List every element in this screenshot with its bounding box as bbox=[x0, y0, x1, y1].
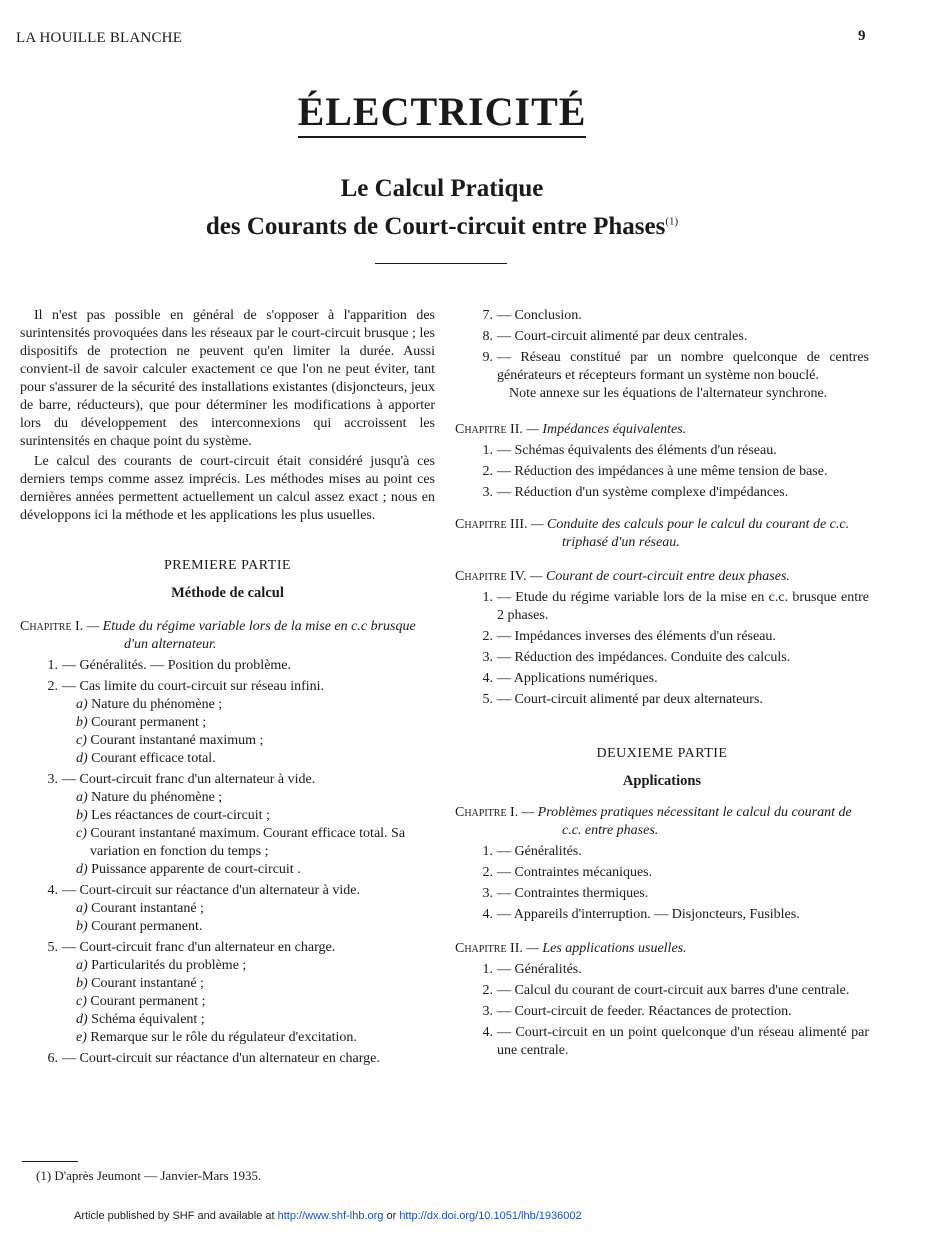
item-number: 2. bbox=[47, 679, 58, 694]
item-text: — Court-circuit sur réactance d'un alternateur à vide. bbox=[62, 883, 360, 898]
list-item bbox=[455, 463, 869, 481]
list-item bbox=[20, 678, 435, 696]
chapter-label: Chapitre II. bbox=[455, 941, 523, 956]
list-item bbox=[455, 843, 869, 861]
item-text: — Etude du régime variable lors de la mise en c.c. brusque entre 2 phases. bbox=[497, 590, 869, 623]
intro-paragraph-2: Le calcul des courants de court-circuit était considéré jusqu'à ces derniers temps comme assez imprécis. Les méthodes mises au point ces dernières années permettent actuellement un calcul assez exact ; nous en développons ici la méthode et les applications les plus usuelles. bbox=[20, 454, 435, 523]
item-text: — Contraintes thermiques. bbox=[497, 886, 649, 901]
list-item bbox=[455, 906, 869, 924]
item-number: 9. bbox=[482, 350, 493, 365]
item-text: — Court-circuit franc d'un alternateur en charge. bbox=[62, 940, 336, 955]
page-number: 9 bbox=[858, 28, 866, 44]
item-number: 4. bbox=[47, 883, 58, 898]
list-item bbox=[455, 961, 869, 979]
list-item bbox=[455, 864, 869, 882]
footnote-marker: (1) bbox=[665, 215, 679, 228]
item-text: — Impédances inverses des éléments d'un réseau. bbox=[497, 629, 776, 644]
sub-item: d) Courant efficace total. bbox=[76, 751, 216, 766]
item-text: — Calcul du courant de court-circuit aux barres d'une centrale. bbox=[497, 983, 850, 998]
item-text: — Généralités. bbox=[497, 962, 582, 977]
chapter-title: — Les applications usuelles. bbox=[526, 941, 687, 956]
right-column bbox=[455, 307, 869, 1060]
list-item bbox=[455, 307, 869, 325]
sub-item: c) Courant instantané maximum. Courant efficace total. Sa variation en fonction du temps ; bbox=[76, 826, 406, 859]
chapter-label: Chapitre IV. bbox=[455, 569, 527, 584]
item-text: — Réduction des impédances. Conduite des calculs. bbox=[497, 650, 791, 665]
list-item bbox=[455, 649, 869, 667]
item-number: 1. bbox=[482, 962, 493, 977]
left-column bbox=[20, 307, 435, 1068]
item-text: — Appareils d'interruption. — Disjoncteurs, Fusibles. bbox=[497, 907, 800, 922]
item-number: 1. bbox=[482, 590, 493, 605]
item-number: 2. bbox=[482, 983, 493, 998]
item-number: 6. bbox=[47, 1051, 58, 1066]
sub-item: a) Courant instantané ; bbox=[76, 901, 204, 916]
chapter-title: — Problèmes pratiques nécessitant le calcul du courant de c.c. entre phases. bbox=[521, 805, 852, 838]
item-number: 4. bbox=[482, 907, 493, 922]
list-item bbox=[455, 670, 869, 688]
list-item bbox=[20, 771, 435, 789]
item-number: 5. bbox=[482, 692, 493, 707]
item-text: — Applications numériques. bbox=[497, 671, 658, 686]
item-number: 2. bbox=[482, 464, 493, 479]
item-text: — Court-circuit en un point quelconque d'un réseau alimenté par une centrale. bbox=[497, 1025, 869, 1058]
sub-item: b) Courant instantané ; bbox=[76, 976, 204, 991]
list-item bbox=[455, 484, 869, 502]
footnote-rule bbox=[22, 1161, 78, 1162]
sub-item: a) Nature du phénomène ; bbox=[76, 790, 223, 805]
annex-note: Note annexe sur les équations de l'alternateur synchrone. bbox=[509, 386, 828, 401]
item-number: 1. bbox=[482, 443, 493, 458]
sub-item: a) Nature du phénomène ; bbox=[76, 697, 223, 712]
sub-item: d) Schéma équivalent ; bbox=[76, 1012, 205, 1027]
chapter-label: Chapitre I. bbox=[455, 805, 519, 820]
chapter-1-heading bbox=[20, 618, 435, 654]
part-two-heading: DEUXIEME PARTIE bbox=[596, 746, 728, 761]
part-two-chapter-2-heading bbox=[455, 940, 869, 958]
chapter-title: — Conduite des calculs pour le calcul du courant de c.c. triphasé d'un réseau. bbox=[531, 517, 850, 550]
sub-item: e) Remarque sur le rôle du régulateur d'excitation. bbox=[76, 1030, 357, 1045]
item-number: 1. bbox=[482, 844, 493, 859]
list-item bbox=[455, 1024, 869, 1060]
part-two-chapter-1-heading bbox=[455, 804, 869, 840]
publisher-prefix: Article published by SHF and available at bbox=[74, 1210, 278, 1222]
item-text: — Court-circuit franc d'un alternateur à vide. bbox=[62, 772, 316, 787]
title-rule bbox=[375, 263, 507, 264]
item-number: 3. bbox=[482, 485, 493, 500]
item-text: — Court-circuit de feeder. Réactances de protection. bbox=[497, 1004, 792, 1019]
chapter-4-heading bbox=[455, 568, 869, 586]
footnote: (1) D'après Jeumont — Janvier-Mars 1935. bbox=[36, 1168, 262, 1183]
chapter-title: — Impédances équivalentes. bbox=[526, 422, 687, 437]
list-item bbox=[455, 349, 869, 385]
item-number: 5. bbox=[47, 940, 58, 955]
sub-item: a) Particularités du problème ; bbox=[76, 958, 247, 973]
item-text: — Généralités. — Position du problème. bbox=[62, 658, 292, 673]
article-title-line-2 bbox=[0, 213, 884, 241]
item-text: — Réduction des impédances à une même tension de base. bbox=[497, 464, 828, 479]
item-number: 3. bbox=[482, 1004, 493, 1019]
item-text: — Réseau constitué par un nombre quelconque de centres générateurs et récepteurs formant un système non bouclé. bbox=[497, 350, 869, 383]
article-title-line-2-text: des Courants de Court-circuit entre Phases bbox=[205, 213, 666, 240]
running-title: LA HOUILLE BLANCHE bbox=[16, 30, 183, 46]
item-text: — Généralités. bbox=[497, 844, 582, 859]
item-number: 1. bbox=[47, 658, 58, 673]
list-item bbox=[455, 328, 869, 346]
list-item bbox=[455, 1003, 869, 1021]
main-title-text: ÉLECTRICITÉ bbox=[298, 89, 587, 138]
chapter-label: Chapitre I. bbox=[20, 619, 84, 634]
list-item bbox=[455, 628, 869, 646]
item-number: 7. bbox=[482, 308, 493, 323]
item-text: — Conclusion. bbox=[497, 308, 582, 323]
list-item bbox=[20, 939, 435, 957]
list-item bbox=[20, 882, 435, 900]
list-item bbox=[20, 1050, 435, 1068]
chapter-label: Chapitre II. bbox=[455, 422, 523, 437]
main-title bbox=[0, 88, 884, 135]
sub-item: b) Les réactances de court-circuit ; bbox=[76, 808, 270, 823]
list-item bbox=[455, 982, 869, 1000]
item-number: 8. bbox=[482, 329, 493, 344]
list-item bbox=[455, 589, 869, 625]
item-text: — Schémas équivalents des éléments d'un réseau. bbox=[497, 443, 777, 458]
list-item bbox=[455, 691, 869, 709]
chapter-title: — Etude du régime variable lors de la mise en c.c brusque d'un alternateur. bbox=[86, 619, 416, 652]
part-two-subheading: Applications bbox=[622, 773, 702, 789]
article-title-line-1: Le Calcul Pratique bbox=[340, 175, 544, 202]
sub-item: b) Courant permanent. bbox=[76, 919, 203, 934]
item-text: — Court-circuit sur réactance d'un alternateur en charge. bbox=[62, 1051, 380, 1066]
sub-item: d) Puissance apparente de court-circuit . bbox=[76, 862, 301, 877]
item-number: 4. bbox=[482, 1025, 493, 1040]
part-one-subheading: Méthode de calcul bbox=[171, 585, 284, 601]
item-text: — Court-circuit alimenté par deux centrales. bbox=[497, 329, 748, 344]
item-number: 3. bbox=[482, 886, 493, 901]
item-number: 3. bbox=[482, 650, 493, 665]
item-number: 2. bbox=[482, 629, 493, 644]
list-item bbox=[20, 657, 435, 675]
publisher-notice bbox=[74, 1210, 582, 1222]
part-one-heading: PREMIERE PARTIE bbox=[163, 558, 292, 573]
doi-link[interactable]: http://dx.doi.org/10.1051/lhb/1936002 bbox=[399, 1210, 582, 1222]
sub-item: c) Courant instantané maximum ; bbox=[76, 733, 264, 748]
item-text: — Cas limite du court-circuit sur réseau infini. bbox=[62, 679, 325, 694]
intro-paragraph-1: Il n'est pas possible en général de s'opposer à l'apparition des surintensités provoquées dans les réseaux par le court-circuit brusque ; les dispositifs de protection ne peuvent qu'en limiter la durée. Aussi convient-il de savoir calculer exactement ce que l'on ne peut éviter, tant pour s'assurer de la sécurité des installations existantes (disjoncteurs, jeux de barre, réducteurs), que pour déterminer les modifications à apporter lors du développement des interconnexions qui accroissent les surintensités en chaque point du système. bbox=[20, 308, 435, 449]
item-text: — Réduction d'un système complexe d'impédances. bbox=[497, 485, 789, 500]
chapter-title: — Courant de court-circuit entre deux phases. bbox=[530, 569, 790, 584]
publisher-middle: or bbox=[383, 1210, 400, 1222]
item-number: 3. bbox=[47, 772, 58, 787]
chapter-3-heading bbox=[455, 516, 869, 552]
item-text: — Contraintes mécaniques. bbox=[497, 865, 653, 880]
sub-item: c) Courant permanent ; bbox=[76, 994, 206, 1009]
chapter-2-heading bbox=[455, 421, 869, 439]
item-number: 4. bbox=[482, 671, 493, 686]
shf-lhb-link[interactable]: http://www.shf-lhb.org bbox=[277, 1210, 384, 1222]
item-number: 2. bbox=[482, 865, 493, 880]
list-item bbox=[455, 442, 869, 460]
chapter-label: Chapitre III. bbox=[455, 517, 528, 532]
sub-item: b) Courant permanent ; bbox=[76, 715, 207, 730]
list-item bbox=[455, 885, 869, 903]
item-text: — Court-circuit alimenté par deux alternateurs. bbox=[497, 692, 763, 707]
